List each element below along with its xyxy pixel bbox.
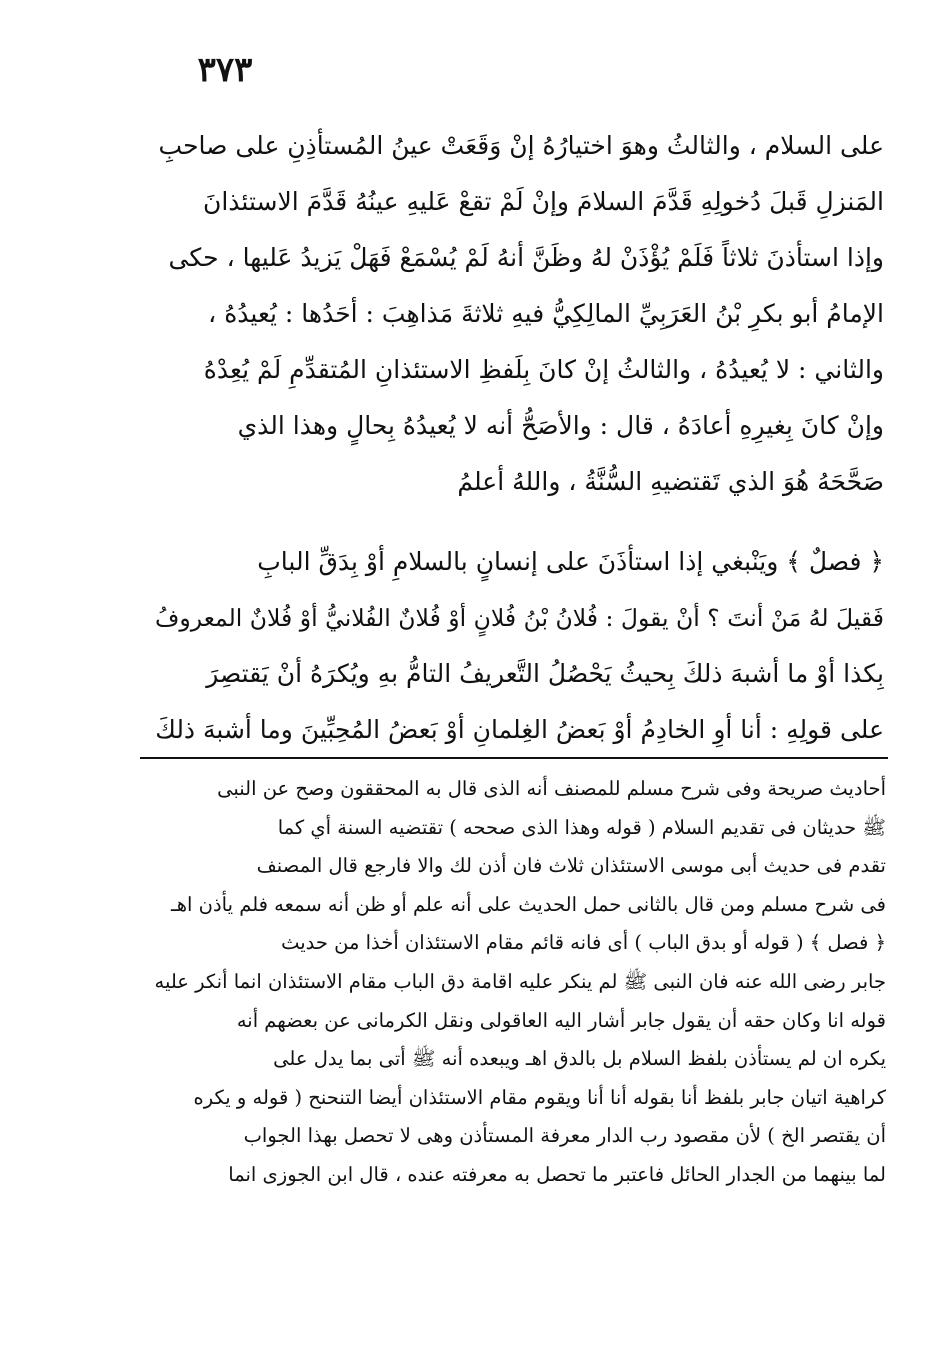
commentary-line: ﴿ فصل ﴾ ( قوله أو بدق الباب ) أى فانه قائم مقام الاستئذان أخذا من حديث [281, 931, 886, 955]
commentary-line: لما بينهما من الجدار الحائل فاعتبر ما تحصل به معرفته عنده ، قال ابن الجوزى انما [228, 1162, 886, 1186]
footnote-divider [140, 757, 888, 759]
commentary-line: كراهية اتيان جابر بلفظ أنا بقوله أنا أنا ويقوم مقام الاستئذان أيضا التنحنح ( قوله و يكره [193, 1085, 886, 1109]
main-text-line: والثاني : لا يُعيدُهُ ، والثالثُ إنْ كانَ بِلَفظِ الاستئذانِ المُتقدِّمِ لَمْ يُعِدْهُ [203, 355, 884, 384]
main-text-line: المَنزلِ قَبلَ دُخولِهِ قَدَّمَ السلامَ وإنْ لَمْ تقعْ عَليهِ عينُهُ قَدَّمَ الاستئذانَ [202, 187, 884, 216]
commentary-line: أحاديث صريحة وفى شرح مسلم للمصنف أنه الذى قال به المحققون وصح عن النبى [217, 777, 886, 800]
main-text-line: على قولِهِ : أنا أوِ الخادِمُ أوْ بَعضُ الغِلمانِ أوْ بَعضُ المُحِبِّينَ وما أشبهَ ذلكَ [155, 715, 884, 744]
commentary-line: جابر رضى الله عنه فان النبى ﷺ لم ينكر عليه اقامة دق الباب مقام الاستئذان انما أنكر عليه [154, 969, 886, 993]
main-text-line: وإنْ كانَ بِغيرِهِ أعادَهُ ، قال : والأصَحُّ أنه لا يُعيدُهُ بِحالٍ وهذا الذي [237, 411, 884, 440]
commentary-line: قوله انا وكان حقه أن يقول جابر أشار اليه العاقولى ونقل الكرمانى عن بعضهم أنه [236, 1008, 886, 1032]
main-text-line: على السلام ، والثالثُ وهوَ اختيارُهُ إنْ وَقَعَتْ عينُ المُستأذِنِ على صاحبِ [158, 131, 884, 160]
main-text-line: فَقيلَ لهُ مَنْ أنتَ ؟ أنْ يقولَ : فُلانُ بْنُ فُلانٍ أوْ فُلانٌ الفُلانيُّ أوْ فُلانٌ المعروفُ [155, 604, 884, 632]
commentary-line: تقدم فى حديث أبى موسى الاستئذان ثلاث فان أذن لك والا فارجع قال المصنف [256, 854, 886, 878]
main-text-line: بِكذا أوْ ما أشبهَ ذلكَ بِحيثُ يَحْصُلُ التَّعريفُ التامُّ بهِ ويُكرَهُ أنْ يَقتصِرَ [206, 659, 884, 688]
commentary-line: أن يقتصر الخ ) لأن مقصود رب الدار معرفة المستأذن وهى لا تحصل بهذا الجواب [243, 1124, 886, 1148]
commentary-line: ﷺ حديثان فى تقديم السلام ( قوله وهذا الذى صححه ) تقتضيه السنة أي كما [277, 815, 886, 839]
commentary-line: فى شرح مسلم ومن قال بالثانى حمل الحديث على أنه علم أو ظن أنه سمعه فلم يأذن اهـ [171, 892, 886, 916]
commentary-block [146, 770, 886, 1195]
page-number: ٣٧٣ [197, 50, 253, 90]
section-heading-line: ﴿ فصلٌ ﴾ ويَنْبغي إذا استأذَنَ على إنسانٍ بالسلامِ أوْ بِدَقِّ البابِ [257, 547, 884, 576]
main-text-line: صَحَّحَهُ هُوَ الذي تَقتضيهِ السُّنَّةُ ، واللهُ أعلمُ [457, 467, 884, 496]
commentary-line: يكره ان لم يستأذن بلفظ السلام بل بالدق اهـ ويبعده أنه ﷺ أتى بما يدل على [273, 1047, 886, 1071]
main-text-block [146, 118, 884, 758]
paragraph-break [146, 510, 884, 534]
main-text-line: وإذا استأذنَ ثلاثاً فَلَمْ يُؤْذَنْ لهُ وظَنَّ أنهُ لَمْ يُسْمَعْ فَهَلْ يَزيدُ عَليها ، حكى [168, 243, 884, 272]
main-text-line: الإمامُ أبو بكرِ بْنُ العَرَبِيِّ المالِكِيُّ فيهِ ثلاثةَ مَذاهِبَ : أحَدُها : يُعيدُهُ ، [208, 299, 884, 328]
